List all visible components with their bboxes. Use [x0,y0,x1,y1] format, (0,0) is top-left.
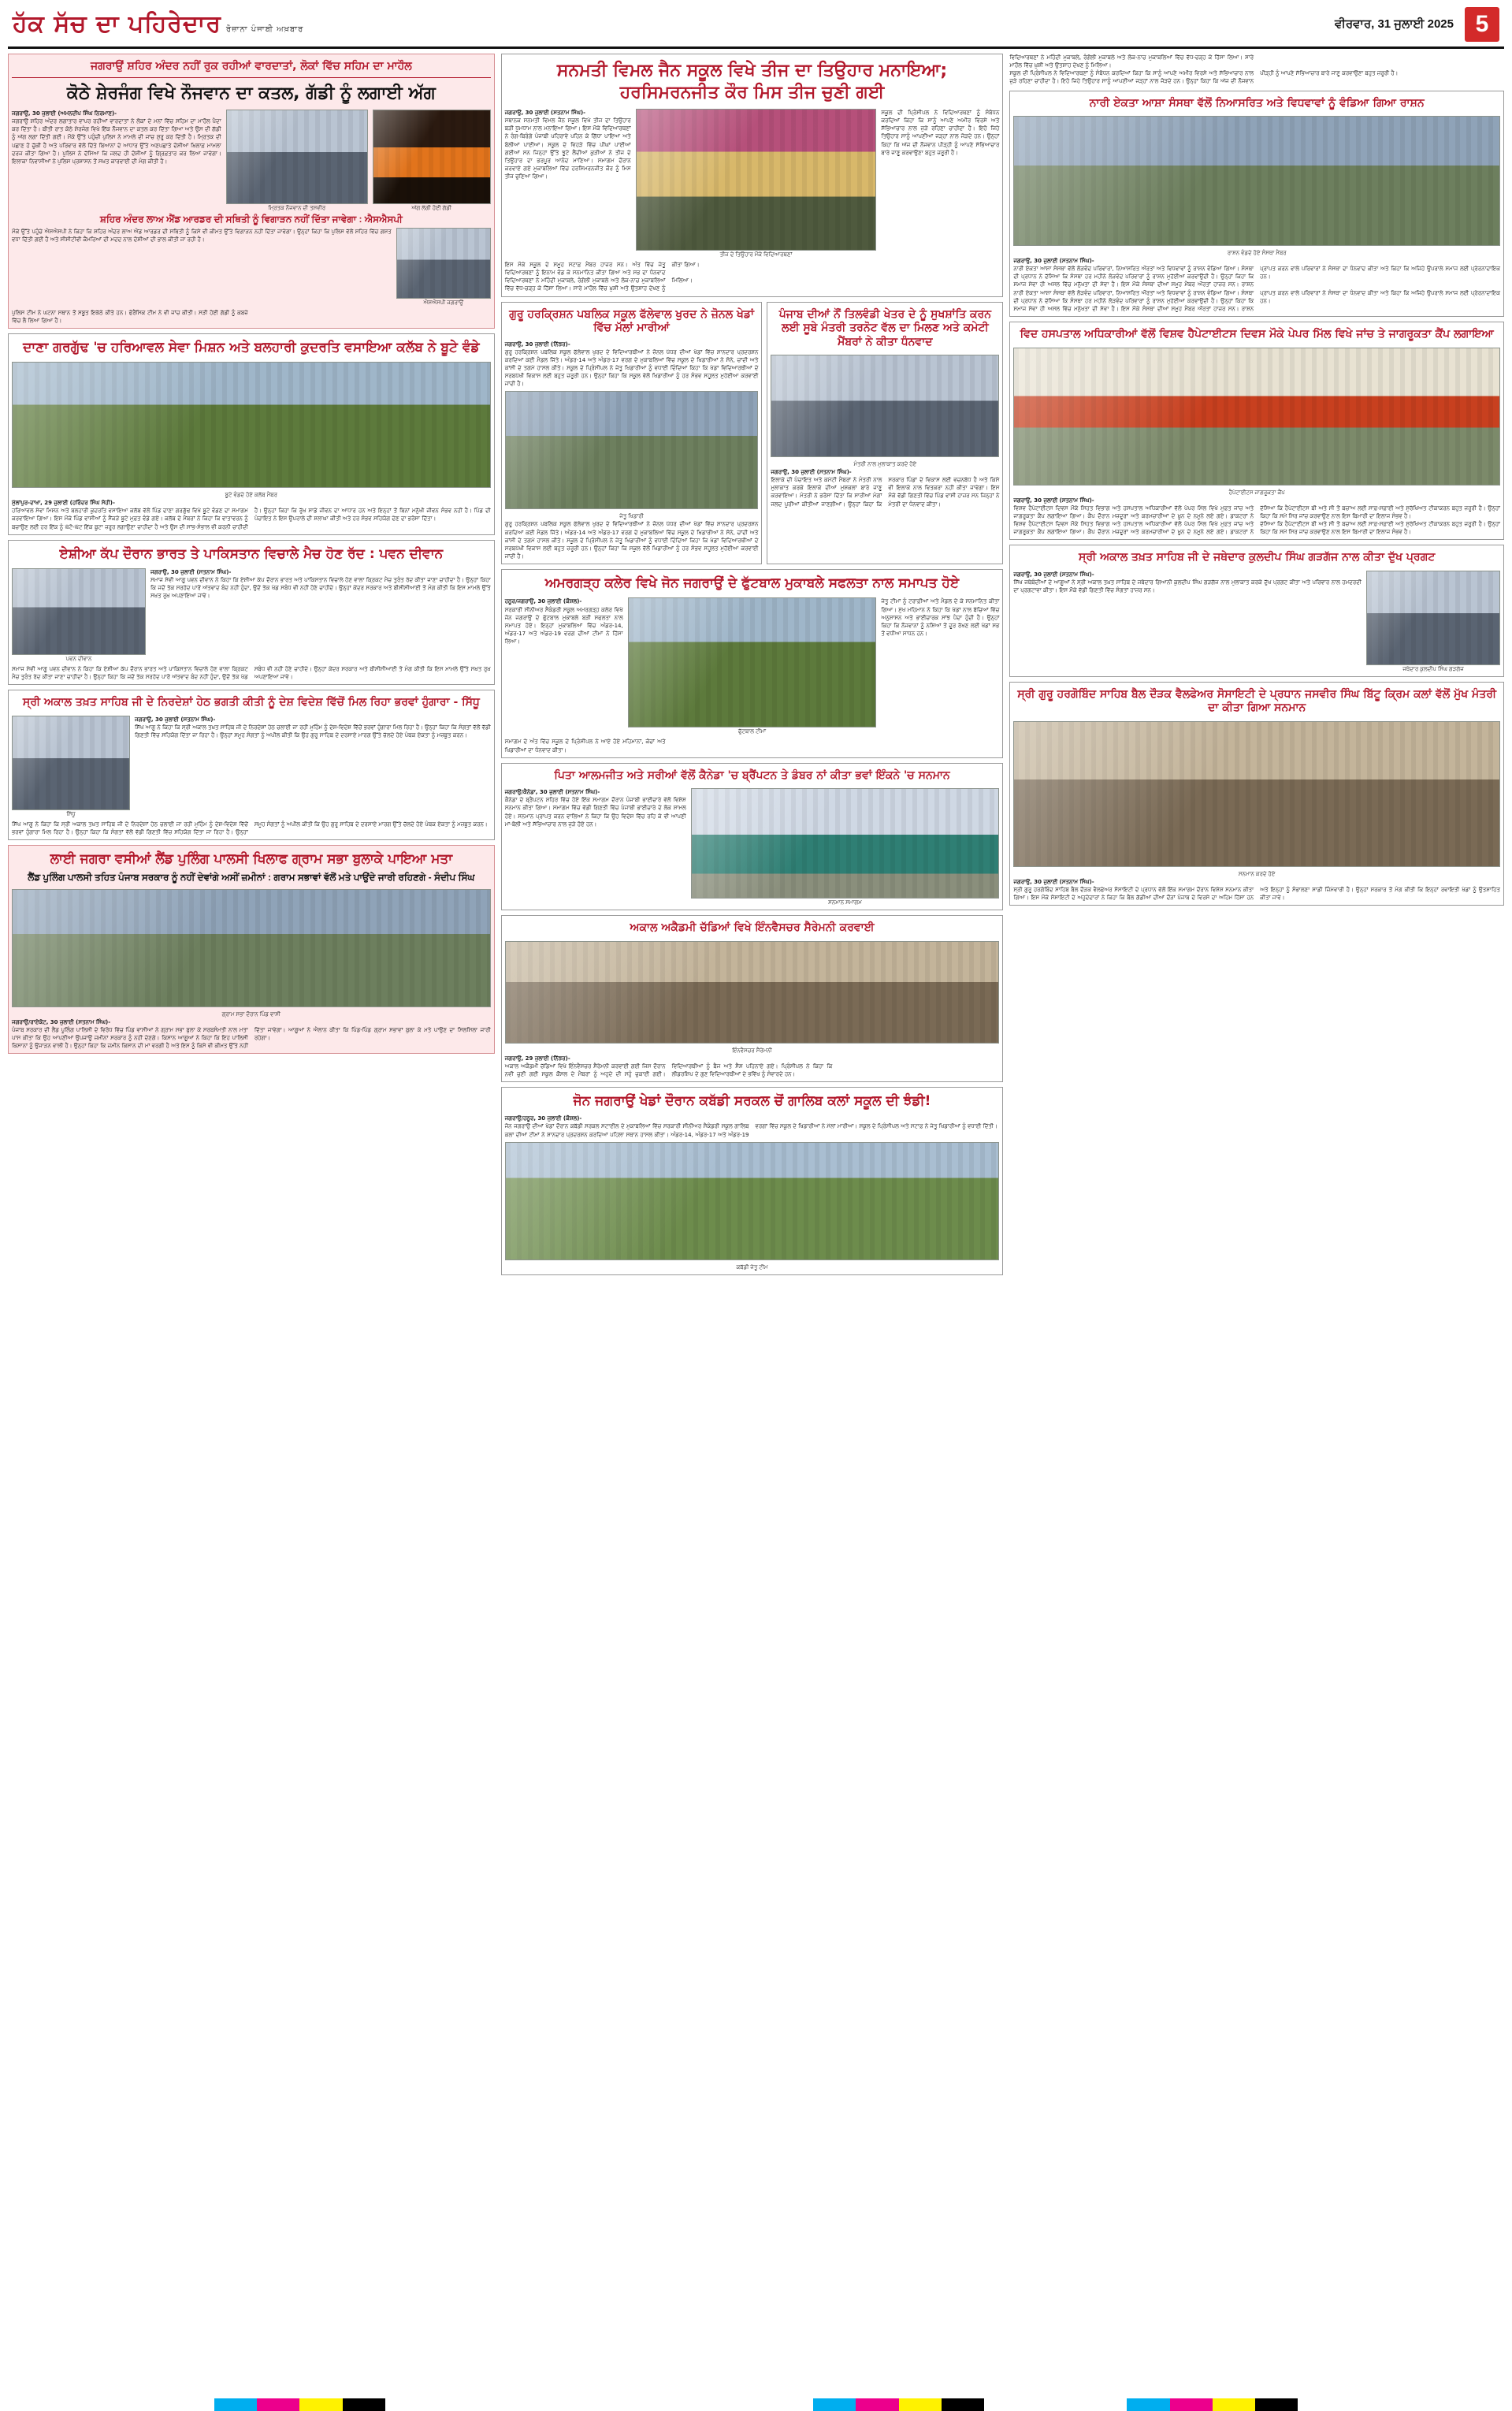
honour-ceremony-photo [1013,721,1500,867]
article-minister-meeting [767,302,1003,565]
article-body-extra: ਸਿੱਖ ਆਗੂ ਨੇ ਕਿਹਾ ਕਿ ਸ੍ਰੀ ਅਕਾਲ ਤਖ਼ਤ ਸਾਹਿਬ ਜੀ ਦੇ ਨਿਰਦੇਸ਼ਾਂ ਹੇਠ ਚਲਾਈ ਜਾ ਰਹੀ ਮੁਹਿੰਮ ਨੂੰ ਦੇਸ਼-ਵਿਦੇਸ਼ ਵਿੱਚੋਂ ਭਰਵਾਂ ਹੁੰਗਾਰਾ ਮਿਲ ਰਿਹਾ ਹੈ। ਉਨ੍ਹਾਂ ਕਿਹਾ ਕਿ ਸੰਗਤਾਂ ਵੱਲੋਂ ਵੱਡੀ ਗਿਣਤੀ ਵਿੱਚ ਸਹਿਯੋਗ ਦਿੱਤਾ ਜਾ ਰਿਹਾ ਹੈ। ਉਨ੍ਹਾਂ ਸਮੂਹ ਸੰਗਤਾਂ ਨੂੰ ਅਪੀਲ ਕੀਤੀ ਕਿ ਉਹ ਗੁਰੂ ਸਾਹਿਬ ਦੇ ਦਰਸਾਏ ਮਾਰਗ ਉੱਤੇ ਚੱਲਦੇ ਹੋਏ ਪੰਥਕ ਏਕਤਾ ਨੂੰ ਮਜ਼ਬੂਤ ਕਰਨ। [12,820,488,835]
article-headline: ਸ੍ਰੀ ਗੁਰੂ ਹਰਗੋਬਿੰਦ ਸਾਹਿਬ ਬੈਲ ਦੌੜਕ ਵੈਲਫੇਅਰ ਸੋਸਾਇਟੀ ਦੇ ਪ੍ਰਧਾਨ ਜਸਵੀਰ ਸਿੰਘ ਬਿੱਟੂ ਕ੍ਰਿਮ ਕਲਾਂ ਵੱਲੋਂ ਮੁੱਖ ਮੰਤਰੀ ਦਾ ਕੀਤਾ ਗਿਆ ਸਨਮਾਨ [1017,687,1497,715]
article-body: ਇਲਾਕੇ ਦੀ ਪੰਚਾਇਤ ਅਤੇ ਕਮੇਟੀ ਮੈਂਬਰਾਂ ਨੇ ਮੰਤਰੀ ਨਾਲ ਮੁਲਾਕਾਤ ਕਰਕੇ ਇਲਾਕੇ ਦੀਆਂ ਮੁਸ਼ਕਲਾਂ ਬਾਰੇ ਜਾਣੂ ਕਰਵਾਇਆ। ਮੰਤਰੀ ਨੇ ਭਰੋਸਾ ਦਿੱਤਾ ਕਿ ਸਾਰੀਆਂ ਮੰਗਾਂ ਜਲਦ ਪੂਰੀਆਂ ਕੀਤੀਆਂ ਜਾਣਗੀਆਂ। ਉਨ੍ਹਾਂ ਕਿਹਾ ਕਿ ਸਰਕਾਰ ਪਿੰਡਾਂ ਦੇ ਵਿਕਾਸ ਲਈ ਵਚਨਬੱਧ ਹੈ ਅਤੇ ਕਿਸੇ ਵੀ ਇਲਾਕੇ ਨਾਲ ਵਿਤਕਰਾ ਨਹੀਂ ਕੀਤਾ ਜਾਵੇਗਾ। ਇਸ ਮੌਕੇ ਵੱਡੀ ਗਿਣਤੀ ਵਿੱਚ ਪਿੰਡ ਵਾਸੀ ਹਾਜ਼ਰ ਸਨ ਜਿਨ੍ਹਾਂ ਨੇ ਮੰਤਰੀ ਦਾ ਧੰਨਵਾਦ ਕੀਤਾ। [771,477,1000,508]
photo-caption: ਪਵਨ ਦੀਵਾਨ [65,656,92,662]
photo-caption: ਬੂਟੇ ਵੰਡਦੇ ਹੋਏ ਕਲੱਬ ਮੈਂਬਰ [225,493,278,499]
article-body: ਸਿੱਖ ਜਥੇਬੰਦੀਆਂ ਦੇ ਆਗੂਆਂ ਨੇ ਸ੍ਰੀ ਅਕਾਲ ਤਖ਼ਤ ਸਾਹਿਬ ਦੇ ਜਥੇਦਾਰ ਗਿਆਨੀ ਕੁਲਦੀਪ ਸਿੰਘ ਗੜਗੱਜ ਨਾਲ ਮੁਲਾਕਾਤ ਕਰਕੇ ਦੁੱਖ ਪ੍ਰਗਟ ਕੀਤਾ ਅਤੇ ਪਰਿਵਾਰ ਨਾਲ ਹਮਦਰਦੀ ਦਾ ਪ੍ਰਗਟਾਵਾ ਕੀਤਾ। ਇਸ ਮੌਕੇ ਵੱਡੀ ਗਿਣਤੀ ਵਿੱਚ ਸੰਗਤਾਂ ਹਾਜ਼ਰ ਸਨ। [1013,579,1362,594]
article-dateline: ਜਗਰਾਉਂ, 30 ਜੁਲਾਈ (ਸਤਨਾਮ ਸਿੰਘ)- [771,469,852,476]
article-akal-takht-campaign [8,690,495,840]
photo-caption: ਅੱਗ ਲੱਗੀ ਹੋਈ ਗੱਡੀ [411,206,452,211]
newspaper-title: ਹੱਕ ਸੱਚ ਦਾ ਪਹਿਰੇਦਾਰ [13,10,221,38]
article-headline: ਲਾਈ ਜਗਰਾ ਵਸੀਆਂ ਲੈਂਡ ਪੁਲਿੰਗ ਪਾਲਸੀ ਖਿਲਾਫ ਗ੍ਰਾਮ ਸਭਾ ਬੁਲਾਕੇ ਪਾਇਆ ਮਤਾ [50,851,453,867]
article-plant-distribution [8,333,495,535]
page-number-badge: 5 [1465,7,1499,42]
article-body-extra: ਵਿਸ਼ਵ ਹੈਪੇਟਾਈਟਸ ਦਿਵਸ ਮੌਕੇ ਸਿਹਤ ਵਿਭਾਗ ਅਤੇ ਹਸਪਤਾਲ ਅਧਿਕਾਰੀਆਂ ਵੱਲੋਂ ਪੇਪਰ ਮਿੱਲ ਵਿਖੇ ਮੁਫ਼ਤ ਜਾਂਚ ਅਤੇ ਜਾਗਰੂਕਤਾ ਕੈਂਪ ਲਗਾਇਆ ਗਿਆ। ਕੈਂਪ ਦੌਰਾਨ ਮਜ਼ਦੂਰਾਂ ਅਤੇ ਕਰਮਚਾਰੀਆਂ ਦੇ ਖ਼ੂਨ ਦੇ ਨਮੂਨੇ ਲਏ ਗਏ। ਡਾਕਟਰਾਂ ਨੇ ਦੱਸਿਆ ਕਿ ਹੈਪੇਟਾਈਟਸ ਬੀ ਅਤੇ ਸੀ ਤੋਂ ਬਚਾਅ ਲਈ ਸਾਫ਼-ਸਫ਼ਾਈ ਅਤੇ ਸੁਰੱਖਿਅਤ ਟੀਕਾਕਰਨ ਬਹੁਤ ਜ਼ਰੂਰੀ ਹੈ। ਉਨ੍ਹਾਂ ਕਿਹਾ ਕਿ ਸਮੇਂ ਸਿਰ ਜਾਂਚ ਕਰਵਾਉਣ ਨਾਲ ਇਸ ਬਿਮਾਰੀ ਦਾ ਇਲਾਜ ਸੰਭਵ ਹੈ। [1013,520,1500,536]
article-body: ਅਕਾਲ ਅਕੈਡਮੀ ਚੱਡਿਆਂ ਵਿਖੇ ਇੰਨਵੈਸਚਰ ਸੈਰੇਮਨੀ ਕਰਵਾਈ ਗਈ ਜਿਸ ਦੌਰਾਨ ਨਵੀਂ ਚੁਣੀ ਗਈ ਸਕੂਲ ਕੌਂਸਲ ਦੇ ਮੈਂਬਰਾਂ ਨੂੰ ਅਹੁਦੇ ਦੀ ਸਹੁੰ ਚੁਕਾਈ ਗਈ। ਵਿਦਿਆਰਥੀਆਂ ਨੂੰ ਬੈਜ ਅਤੇ ਸੈਸ਼ ਪਹਿਨਾਏ ਗਏ। ਪ੍ਰਿੰਸੀਪਲ ਨੇ ਕਿਹਾ ਕਿ ਲੀਡਰਸ਼ਿਪ ਦੇ ਗੁਣ ਵਿਦਿਆਰਥੀਆਂ ਦੇ ਭਵਿੱਖ ਨੂੰ ਸੰਵਾਰਦੇ ਹਨ। [504,1062,833,1077]
article-kabaddi-ghalib-kalan [501,1087,1004,1275]
photo-caption: ਜੇਤੂ ਖਿਡਾਰੀ [619,514,644,520]
photo-caption: ਗ੍ਰਾਮ ਸਭਾ ਦੌਰਾਨ ਪਿੰਡ ਵਾਸੀ [221,1011,281,1018]
article-body: ਸਮਾਜ ਸੇਵੀ ਆਗੂ ਪਵਨ ਦੀਵਾਨ ਨੇ ਕਿਹਾ ਕਿ ਏਸ਼ੀਆ ਕੱਪ ਦੌਰਾਨ ਭਾਰਤ ਅਤੇ ਪਾਕਿਸਤਾਨ ਵਿਚਾਲੇ ਹੋਣ ਵਾਲਾ ਕ੍ਰਿਕਟ ਮੈਚ ਤੁਰੰਤ ਰੱਦ ਕੀਤਾ ਜਾਣਾ ਚਾਹੀਦਾ ਹੈ। ਉਨ੍ਹਾਂ ਕਿਹਾ ਕਿ ਜਦੋਂ ਤੱਕ ਸਰਹੱਦ ਪਾਰੋਂ ਅੱਤਵਾਦ ਬੰਦ ਨਹੀਂ ਹੁੰਦਾ, ਉਦੋਂ ਤੱਕ ਖੇਡ ਸਬੰਧ ਵੀ ਨਹੀਂ ਹੋਣੇ ਚਾਹੀਦੇ। ਉਨ੍ਹਾਂ ਕੇਂਦਰ ਸਰਕਾਰ ਅਤੇ ਬੀਸੀਸੀਆਈ ਤੋਂ ਮੰਗ ਕੀਤੀ ਕਿ ਇਸ ਮਾਮਲੇ ਉੱਤੇ ਸਖ਼ਤ ਰੁਖ਼ ਅਪਣਾਇਆ ਜਾਵੇ। [150,577,491,600]
article-canada-honour [501,763,1004,911]
article-body: ਜਗਰਾਉਂ ਸ਼ਹਿਰ ਅੰਦਰ ਲਗਾਤਾਰ ਵਾਪਰ ਰਹੀਆਂ ਵਾਰਦਾਤਾਂ ਨੇ ਲੋਕਾਂ ਦੇ ਮਨਾਂ ਵਿੱਚ ਸਹਿਮ ਦਾ ਮਾਹੌਲ ਪੈਦਾ ਕਰ ਦਿੱਤਾ ਹੈ। ਬੀਤੀ ਰਾਤ ਕੋਠੇ ਸ਼ੇਰਜੰਗ ਵਿਖੇ ਇੱਕ ਨੌਜਵਾਨ ਦਾ ਕਤਲ ਕਰ ਦਿੱਤਾ ਗਿਆ ਅਤੇ ਉਸ ਦੀ ਗੱਡੀ ਨੂੰ ਅੱਗ ਲਗਾ ਦਿੱਤੀ ਗਈ। ਮੌਕੇ ਉੱਤੇ ਪਹੁੰਚੀ ਪੁਲਿਸ ਨੇ ਮਾਮਲੇ ਦੀ ਜਾਂਚ ਸ਼ੁਰੂ ਕਰ ਦਿੱਤੀ ਹੈ। ਮ੍ਰਿਤਕ ਦੀ ਪਛਾਣ ਹੋ ਚੁੱਕੀ ਹੈ ਅਤੇ ਪਰਿਵਾਰ ਵੱਲੋਂ ਦਿੱਤੇ ਬਿਆਨਾਂ ਦੇ ਆਧਾਰ ਉੱਤੇ ਅਣਪਛਾਤੇ ਦੋਸ਼ੀਆਂ ਖ਼ਿਲਾਫ਼ ਮਾਮਲਾ ਦਰਜ ਕੀਤਾ ਗਿਆ ਹੈ। ਪੁਲਿਸ ਨੇ ਦੱਸਿਆ ਕਿ ਜਲਦ ਹੀ ਦੋਸ਼ੀਆਂ ਨੂੰ ਗ੍ਰਿਫ਼ਤਾਰ ਕਰ ਲਿਆ ਜਾਵੇਗਾ। ਇਲਾਕਾ ਨਿਵਾਸੀਆਂ ਨੇ ਪੁਲਿਸ ਪ੍ਰਸ਼ਾਸਨ ਤੋਂ ਸਖ਼ਤ ਕਾਰਵਾਈ ਦੀ ਮੰਗ ਕੀਤੀ ਹੈ। [12,118,221,165]
article-investiture-ceremony [501,915,1004,1082]
article-headline: ਸ੍ਰੀ ਅਕਾਲ ਤਖ਼ਤ ਸਾਹਿਬ ਜੀ ਦੇ ਨਿਰਦੇਸ਼ਾਂ ਹੇਠ ਭਗਤੀ ਕੀਤੀ ਨੂੰ ਦੇਸ਼ ਵਿਦੇਸ਼ ਵਿੱਚੋਂ ਮਿਲ ਰਿਹਾ ਭਰਵਾਂ ਹੁੰਗਾਰਾ - ਸਿੱਧੂ [22,696,480,709]
kabaddi-team-photo [505,1142,1000,1260]
pavan-diwan-photo [12,568,146,655]
article-bull-race-society [1009,682,1504,906]
article-dateline: ਜਗਰਾਉਂ, 30 ਜੁਲਾਈ (ਨਿੱਝਰ)- [504,340,570,348]
article-headline: ਪਿਤਾ ਆਲਮਜੀਤ ਅਤੇ ਸਰੀਆਂ ਵੱਲੋਂ ਕੈਨੇਡਾ 'ਚ ਬ੍ਰੈਂਪਟਨ ਤੇ ਡੰਬਰ ਨਾਂ ਕੀਤਾ ਭਵਾਂ ਇੰਕਨੇ 'ਚ ਸਨਮਾਨ [554,768,950,782]
article-headline: ਜੋਨ ਜਗਰਾਉਂ ਖੇਡਾਂ ਦੌਰਾਨ ਕਬੱਡੀ ਸਰਕਲ ਚੋਂ ਗਾਲਿਬ ਕਲਾਂ ਸਕੂਲ ਦੀ ਝੰਡੀ! [573,1093,931,1110]
football-team-photo [628,597,877,727]
article-body: ਨਾਰੀ ਏਕਤਾ ਆਸ਼ਾ ਸੰਸਥਾ ਵੱਲੋਂ ਲੋੜਵੰਦ ਪਰਿਵਾਰਾਂ, ਨਿਆਸਰਿਤ ਔਰਤਾਂ ਅਤੇ ਵਿਧਵਾਵਾਂ ਨੂੰ ਰਾਸ਼ਨ ਵੰਡਿਆ ਗਿਆ। ਸੰਸਥਾ ਦੀ ਪ੍ਰਧਾਨ ਨੇ ਦੱਸਿਆ ਕਿ ਸੰਸਥਾ ਹਰ ਮਹੀਨੇ ਲੋੜਵੰਦ ਪਰਿਵਾਰਾਂ ਨੂੰ ਰਾਸ਼ਨ ਮੁਹੱਈਆ ਕਰਵਾਉਂਦੀ ਹੈ। ਉਨ੍ਹਾਂ ਕਿਹਾ ਕਿ ਸਮਾਜ ਸੇਵਾ ਹੀ ਅਸਲ ਵਿੱਚ ਮਨੁੱਖਤਾ ਦੀ ਸੇਵਾ ਹੈ। ਇਸ ਮੌਕੇ ਸੰਸਥਾ ਦੀਆਂ ਸਮੂਹ ਮੈਂਬਰ ਔਰਤਾਂ ਹਾਜ਼ਰ ਸਨ। ਰਾਸ਼ਨ ਪ੍ਰਾਪਤ ਕਰਨ ਵਾਲੇ ਪਰਿਵਾਰਾਂ ਨੇ ਸੰਸਥਾ ਦਾ ਧੰਨਵਾਦ ਕੀਤਾ ਅਤੇ ਕਿਹਾ ਕਿ ਅਜਿਹੇ ਉਪਰਾਲੇ ਸਮਾਜ ਲਈ ਪ੍ਰੇਰਨਾਦਾਇਕ ਹਨ। [1013,266,1500,288]
article-body-4: ਵਿਦਿਆਰਥਣਾਂ ਨੇ ਮਹਿੰਦੀ ਮੁਕਾਬਲੇ, ਰੰਗੋਲੀ ਮੁਕਾਬਲੇ ਅਤੇ ਲੋਕ-ਨਾਚ ਮੁਕਾਬਲਿਆਂ ਵਿੱਚ ਵੱਧ-ਚੜ੍ਹ ਕੇ ਹਿੱਸਾ ਲਿਆ। ਸਾਰੇ ਮਾਹੌਲ ਵਿੱਚ ਖ਼ੁਸ਼ੀ ਅਤੇ ਉਤਸ਼ਾਹ ਦੇਖਣ ਨੂੰ ਮਿਲਿਆ। [504,277,693,292]
article-body: ਵਿਸ਼ਵ ਹੈਪੇਟਾਈਟਸ ਦਿਵਸ ਮੌਕੇ ਸਿਹਤ ਵਿਭਾਗ ਅਤੇ ਹਸਪਤਾਲ ਅਧਿਕਾਰੀਆਂ ਵੱਲੋਂ ਪੇਪਰ ਮਿੱਲ ਵਿਖੇ ਮੁਫ਼ਤ ਜਾਂਚ ਅਤੇ ਜਾਗਰੂਕਤਾ ਕੈਂਪ ਲਗਾਇਆ ਗਿਆ। ਕੈਂਪ ਦੌਰਾਨ ਮਜ਼ਦੂਰਾਂ ਅਤੇ ਕਰਮਚਾਰੀਆਂ ਦੇ ਖ਼ੂਨ ਦੇ ਨਮੂਨੇ ਲਏ ਗਏ। ਡਾਕਟਰਾਂ ਨੇ ਦੱਸਿਆ ਕਿ ਹੈਪੇਟਾਈਟਸ ਬੀ ਅਤੇ ਸੀ ਤੋਂ ਬਚਾਅ ਲਈ ਸਾਫ਼-ਸਫ਼ਾਈ ਅਤੇ ਸੁਰੱਖਿਅਤ ਟੀਕਾਕਰਨ ਬਹੁਤ ਜ਼ਰੂਰੀ ਹੈ। ਉਨ੍ਹਾਂ ਕਿਹਾ ਕਿ ਸਮੇਂ ਸਿਰ ਜਾਂਚ ਕਰਵਾਉਣ ਨਾਲ ਇਸ ਬਿਮਾਰੀ ਦਾ ਇਲਾਜ ਸੰਭਵ ਹੈ। [1013,504,1500,519]
canada-honour-photo [691,788,1000,899]
page-grid [8,54,1504,1275]
photo-caption: ਫੁੱਟਬਾਲ ਟੀਮਾਂ [737,729,767,735]
article-headline: ਸ੍ਰੀ ਅਕਾਲ ਤਖ਼ਤ ਸਾਹਿਬ ਜੀ ਦੇ ਜਥੇਦਾਰ ਕੁਲਦੀਪ ਸਿੰਘ ਗੜਗੱਜ ਨਾਲ ਕੀਤਾ ਦੁੱਖ ਪ੍ਰਗਟ [1079,551,1436,564]
investiture-photo [505,941,1000,1044]
article-headline: ਨਾਰੀ ਏਕਤਾ ਆਸ਼ਾ ਸੰਸਥਾ ਵੱਲੋਂ ਨਿਆਸਰਿਤ ਅਤੇ ਵਿਧਵਾਵਾਂ ਨੂੰ ਵੰਡਿਆ ਗਿਆ ਰਾਸ਼ਨ [1089,96,1425,110]
photo-caption: ਮੰਤਰੀ ਨਾਲ ਮੁਲਾਕਾਤ ਕਰਦੇ ਹੋਏ [853,462,917,468]
jathedar-photo [1366,571,1500,665]
article-dateline: ਜਗਰਾਉਂ, 29 ਜੁਲਾਈ (ਨਿੱਝਰ)- [504,1055,570,1062]
article-dateline: ਜਗਰਾਉਂ, 30 ਜੁਲਾਈ (ਸਤਨਾਮ ਸਿੰਘ)- [1013,878,1094,885]
article-body: ਸਥਾਨਕ ਸਨਮਤੀ ਵਿਮਲ ਜੈਨ ਸਕੂਲ ਵਿਖੇ ਤੀਜ ਦਾ ਤਿਉਹਾਰ ਬੜੀ ਧੂਮਧਾਮ ਨਾਲ ਮਨਾਇਆ ਗਿਆ। ਇਸ ਮੌਕੇ ਵਿਦਿਆਰਥਣਾਂ ਨੇ ਰੰਗ-ਬਿਰੰਗੇ ਪੰਜਾਬੀ ਪਹਿਰਾਵੇ ਪਹਿਨ ਕੇ ਗਿੱਧਾ ਪਾਇਆ ਅਤੇ ਬੋਲੀਆਂ ਪਾਈਆਂ। ਸਕੂਲ ਦੇ ਵਿਹੜੇ ਵਿੱਚ ਪੀਂਘਾਂ ਪਾਈਆਂ ਗਈਆਂ ਸਨ ਜਿਨ੍ਹਾਂ ਉੱਤੇ ਝੂਟੇ ਲੈਂਦੀਆਂ ਕੁੜੀਆਂ ਨੇ ਤੀਜ ਦੇ ਤਿਉਹਾਰ ਦਾ ਭਰਪੂਰ ਆਨੰਦ ਮਾਣਿਆ। ਸਮਾਗਮ ਦੌਰਾਨ ਕਰਵਾਏ ਗਏ ਮੁਕਾਬਲਿਆਂ ਵਿੱਚ ਹਰਸਿਮਰਨਜੀਤ ਕੌਰ ਨੂੰ ਮਿਸ ਤੀਜ ਚੁਣਿਆ ਗਿਆ। [504,117,631,180]
article-headline: ਸਨਮਤੀ ਵਿਮਲ ਜੈਨ ਸਕੂਲ ਵਿਖੇ ਤੀਜ ਦਾ ਤਿਉਹਾਰ ਮਨਾਇਆ; ਹਰਸਿਮਰਨਜੀਤ ਕੌਰ ਮਿਸ ਤੀਜ ਚੁਣੀ ਗਈ [556,61,948,102]
article-body-continued-2: ਸਕੂਲ ਦੀ ਪ੍ਰਿੰਸੀਪਲ ਨੇ ਵਿਦਿਆਰਥਣਾਂ ਨੂੰ ਸੰਬੋਧਨ ਕਰਦਿਆਂ ਕਿਹਾ ਕਿ ਸਾਨੂੰ ਆਪਣੇ ਅਮੀਰ ਵਿਰਸੇ ਅਤੇ ਸੱਭਿਆਚਾਰ ਨਾਲ ਜੁੜੇ ਰਹਿਣਾ ਚਾਹੀਦਾ ਹੈ। ਇਹੋ ਜਿਹੇ ਤਿਉਹਾਰ ਸਾਨੂੰ ਆਪਣੀਆਂ ਜੜ੍ਹਾਂ ਨਾਲ ਜੋੜਦੇ ਹਨ। ਉਨ੍ਹਾਂ ਕਿਹਾ ਕਿ ਅੱਜ ਦੀ ਨੌਜਵਾਨ ਪੀੜ੍ਹੀ ਨੂੰ ਆਪਣੇ ਸੱਭਿਆਚਾਰ ਬਾਰੇ ਜਾਣੂ ਕਰਵਾਉਣਾ ਬਹੁਤ ਜ਼ਰੂਰੀ ਹੈ। [1009,70,1399,85]
column-center [501,54,1004,1275]
masthead [8,6,1504,49]
article-headline: ਅਕਾਲ ਅਕੈਡਮੀ ਚੱਡਿਆਂ ਵਿਖੇ ਇੰਨਵੈਸਚਰ ਸੈਰੇਮਨੀ ਕਰਵਾਈ [630,921,875,935]
article-dateline: ਹਠੂਰ/ਜਗਰਾਉਂ, 30 ਜੁਲਾਈ (ਕੌਸ਼ਲ)- [504,598,582,605]
article-headline: ਏਸ਼ੀਆ ਕੱਪ ਦੌਰਾਨ ਭਾਰਤ ਤੇ ਪਾਕਿਸਤਾਨ ਵਿਚਾਲੇ ਮੈਚ ਹੋਣ ਰੱਦ : ਪਵਨ ਦੀਵਾਨ [59,545,444,562]
article-body-3: ਸਮਾਗਮ ਦੇ ਅੰਤ ਵਿੱਚ ਸਕੂਲ ਦੇ ਪ੍ਰਿੰਸੀਪਲ ਨੇ ਆਏ ਹੋਏ ਮਹਿਮਾਨਾਂ, ਕੋਚਾਂ ਅਤੇ ਖਿਡਾਰੀਆਂ ਦਾ ਧੰਨਵਾਦ ਕੀਤਾ। [504,739,666,753]
photo-caption: ਇੰਨਵੈਸਚਰ ਸੈਰੇਮਨੀ [732,1047,772,1054]
article-dateline: ਜਗਰਾਉਂ, 30 ਜੁਲਾਈ (ਸਤਨਾਮ ਸਿੰਘ)- [504,110,586,116]
teej-article-continuation [1009,54,1504,86]
teej-celebration-photo [636,109,877,251]
article-dateline: ਜਗਰਾਉਂ/ਰਾਏਕੋਟ, 30 ਜੁਲਾਈ (ਸਤਨਾਮ ਸਿੰਘ)- [12,1018,111,1025]
article-body: ਹਰਿਆਵਲ ਸੇਵਾ ਮਿਸ਼ਨ ਅਤੇ ਬਲਹਾਰੀ ਕੁਦਰਤਿ ਵਸਾਇਆ ਕਲੱਬ ਵੱਲੋਂ ਪਿੰਡ ਦਾਣਾ ਗਰਗੁੱਢ ਵਿਖੇ ਬੂਟੇ ਵੰਡਣ ਦਾ ਸਮਾਗਮ ਕਰਵਾਇਆ ਗਿਆ। ਇਸ ਮੌਕੇ ਪਿੰਡ ਵਾਸੀਆਂ ਨੂੰ ਸੈਂਕੜੇ ਬੂਟੇ ਮੁਫ਼ਤ ਵੰਡੇ ਗਏ। ਕਲੱਬ ਦੇ ਮੈਂਬਰਾਂ ਨੇ ਕਿਹਾ ਕਿ ਵਾਤਾਵਰਨ ਨੂੰ ਬਚਾਉਣ ਲਈ ਹਰ ਇੱਕ ਨੂੰ ਘੱਟੋ-ਘੱਟ ਇੱਕ ਬੂਟਾ ਜ਼ਰੂਰ ਲਗਾਉਣਾ ਚਾਹੀਦਾ ਹੈ ਅਤੇ ਉਸ ਦੀ ਸਾਂਭ-ਸੰਭਾਲ ਵੀ ਕਰਨੀ ਚਾਹੀਦੀ ਹੈ। ਉਨ੍ਹਾਂ ਕਿਹਾ ਕਿ ਰੁੱਖ ਸਾਡੇ ਜੀਵਨ ਦਾ ਆਧਾਰ ਹਨ ਅਤੇ ਇਨ੍ਹਾਂ ਤੋਂ ਬਿਨਾਂ ਮਨੁੱਖੀ ਜੀਵਨ ਸੰਭਵ ਨਹੀਂ ਹੈ। ਪਿੰਡ ਦੀ ਪੰਚਾਇਤ ਨੇ ਇਸ ਉਪਰਾਲੇ ਦੀ ਸ਼ਲਾਘਾ ਕੀਤੀ ਅਤੇ ਹਰ ਸੰਭਵ ਸਹਿਯੋਗ ਦੇਣ ਦਾ ਭਰੋਸਾ ਦਿੱਤਾ। [12,508,491,530]
article-football-tournament [501,569,1004,758]
article-headline: ਗੁਰੂ ਹਰਕ੍ਰਿਸ਼ਨ ਪਬਲਿਕ ਸਕੂਲ ਫੱਲੇਵਾਲ ਖੁਰਦ ਨੇ ਜ਼ੋਨਲ ਖੇਡਾਂ ਵਿੱਚ ਮੱਲਾਂ ਮਾਰੀਆਂ [509,307,754,335]
article-dateline: ਜਗਰਾਉਂ, 30 ਜੁਲਾਈ (ਸਤਨਾਮ ਸਿੰਘ)- [150,568,232,575]
article-body: ਗੁਰੂ ਹਰਕ੍ਰਿਸ਼ਨ ਪਬਲਿਕ ਸਕੂਲ ਫੱਲੇਵਾਲ ਖੁਰਦ ਦੇ ਵਿਦਿਆਰਥੀਆਂ ਨੇ ਜ਼ੋਨਲ ਪੱਧਰ ਦੀਆਂ ਖੇਡਾਂ ਵਿੱਚ ਸ਼ਾਨਦਾਰ ਪ੍ਰਦਰਸ਼ਨ ਕਰਦਿਆਂ ਕਈ ਮੈਡਲ ਜਿੱਤੇ। ਅੰਡਰ-14 ਅਤੇ ਅੰਡਰ-17 ਵਰਗ ਦੇ ਮੁਕਾਬਲਿਆਂ ਵਿੱਚ ਸਕੂਲ ਦੇ ਖਿਡਾਰੀਆਂ ਨੇ ਸੋਨੇ, ਚਾਂਦੀ ਅਤੇ ਕਾਂਸੀ ਦੇ ਤਗਮੇ ਹਾਸਲ ਕੀਤੇ। ਸਕੂਲ ਦੇ ਪ੍ਰਿੰਸੀਪਲ ਨੇ ਜੇਤੂ ਖਿਡਾਰੀਆਂ ਨੂੰ ਵਧਾਈ ਦਿੰਦਿਆਂ ਕਿਹਾ ਕਿ ਖੇਡਾਂ ਵਿਦਿਆਰਥੀਆਂ ਦੇ ਸਰਬਪੱਖੀ ਵਿਕਾਸ ਲਈ ਬਹੁਤ ਜ਼ਰੂਰੀ ਹਨ। ਉਨ੍ਹਾਂ ਕਿਹਾ ਕਿ ਸਕੂਲ ਵੱਲੋਂ ਖਿਡਾਰੀਆਂ ਨੂੰ ਹਰ ਸੰਭਵ ਸਹੂਲਤ ਮੁਹੱਈਆ ਕਰਵਾਈ ਜਾਂਦੀ ਹੈ। [504,348,759,388]
photo-caption: ਐਸਐਸਪੀ ਜਗਰਾਉਂ [423,300,464,306]
column-left [8,54,495,1275]
article-body-extra: ਨਾਰੀ ਏਕਤਾ ਆਸ਼ਾ ਸੰਸਥਾ ਵੱਲੋਂ ਲੋੜਵੰਦ ਪਰਿਵਾਰਾਂ, ਨਿਆਸਰਿਤ ਔਰਤਾਂ ਅਤੇ ਵਿਧਵਾਵਾਂ ਨੂੰ ਰਾਸ਼ਨ ਵੰਡਿਆ ਗਿਆ। ਸੰਸਥਾ ਦੀ ਪ੍ਰਧਾਨ ਨੇ ਦੱਸਿਆ ਕਿ ਸੰਸਥਾ ਹਰ ਮਹੀਨੇ ਲੋੜਵੰਦ ਪਰਿਵਾਰਾਂ ਨੂੰ ਰਾਸ਼ਨ ਮੁਹੱਈਆ ਕਰਵਾਉਂਦੀ ਹੈ। ਉਨ੍ਹਾਂ ਕਿਹਾ ਕਿ ਸਮਾਜ ਸੇਵਾ ਹੀ ਅਸਲ ਵਿੱਚ ਮਨੁੱਖਤਾ ਦੀ ਸੇਵਾ ਹੈ। ਇਸ ਮੌਕੇ ਸੰਸਥਾ ਦੀਆਂ ਸਮੂਹ ਮੈਂਬਰ ਔਰਤਾਂ ਹਾਜ਼ਰ ਸਨ। ਰਾਸ਼ਨ ਪ੍ਰਾਪਤ ਕਰਨ ਵਾਲੇ ਪਰਿਵਾਰਾਂ ਨੇ ਸੰਸਥਾ ਦਾ ਧੰਨਵਾਦ ਕੀਤਾ ਅਤੇ ਕਿਹਾ ਕਿ ਅਜਿਹੇ ਉਪਰਾਲੇ ਸਮਾਜ ਲਈ ਪ੍ਰੇਰਨਾਦਾਇਕ ਹਨ। [1013,289,1500,312]
article-body-2: ਸਕੂਲ ਦੀ ਪ੍ਰਿੰਸੀਪਲ ਨੇ ਵਿਦਿਆਰਥਣਾਂ ਨੂੰ ਸੰਬੋਧਨ ਕਰਦਿਆਂ ਕਿਹਾ ਕਿ ਸਾਨੂੰ ਆਪਣੇ ਅਮੀਰ ਵਿਰਸੇ ਅਤੇ ਸੱਭਿਆਚਾਰ ਨਾਲ ਜੁੜੇ ਰਹਿਣਾ ਚਾਹੀਦਾ ਹੈ। ਇਹੋ ਜਿਹੇ ਤਿਉਹਾਰ ਸਾਨੂੰ ਆਪਣੀਆਂ ਜੜ੍ਹਾਂ ਨਾਲ ਜੋੜਦੇ ਹਨ। ਉਨ੍ਹਾਂ ਕਿਹਾ ਕਿ ਅੱਜ ਦੀ ਨੌਜਵਾਨ ਪੀੜ੍ਹੀ ਨੂੰ ਆਪਣੇ ਸੱਭਿਆਚਾਰ ਬਾਰੇ ਜਾਣੂ ਕਰਵਾਉਣਾ ਬਹੁਤ ਜ਼ਰੂਰੀ ਹੈ। [881,110,1000,156]
hepatitis-camp-photo [1013,348,1500,486]
article-land-pooling [8,845,495,1054]
ssp-photo [396,228,491,299]
photo-caption: ਮ੍ਰਿਤਕ ਨੌਜਵਾਨ ਦੀ ਤਸਵੀਰ [268,206,326,211]
article-murder-jagraon [8,54,495,329]
article-hepatitis-camp [1009,322,1504,540]
article-ration-distribution [1009,91,1504,317]
article-subheadline: ਸ਼ਹਿਰ ਅੰਦਰ ਲਾਅ ਐਂਡ ਆਰਡਰ ਦੀ ਸਥਿਤੀ ਨੂੰ ਵਿਗਾੜਨ ਨਹੀਂ ਦਿੱਤਾ ਜਾਵੇਗਾ : ਐਸਐਸਪੀ [99,214,403,225]
gram-sabha-photo [12,889,491,1007]
article-teej-festival [501,54,1004,297]
article-body-continued: ਵਿਦਿਆਰਥਣਾਂ ਨੇ ਮਹਿੰਦੀ ਮੁਕਾਬਲੇ, ਰੰਗੋਲੀ ਮੁਕਾਬਲੇ ਅਤੇ ਲੋਕ-ਨਾਚ ਮੁਕਾਬਲਿਆਂ ਵਿੱਚ ਵੱਧ-ਚੜ੍ਹ ਕੇ ਹਿੱਸਾ ਲਿਆ। ਸਾਰੇ ਮਾਹੌਲ ਵਿੱਚ ਖ਼ੁਸ਼ੀ ਅਤੇ ਉਤਸ਼ਾਹ ਦੇਖਣ ਨੂੰ ਮਿਲਿਆ। [1009,54,1254,69]
article-body: ਪੰਜਾਬ ਸਰਕਾਰ ਦੀ ਲੈਂਡ ਪੂਲਿੰਗ ਪਾਲਿਸੀ ਦੇ ਵਿਰੋਧ ਵਿੱਚ ਪਿੰਡ ਵਾਸੀਆਂ ਨੇ ਗ੍ਰਾਮ ਸਭਾ ਬੁਲਾ ਕੇ ਸਰਬਸੰਮਤੀ ਨਾਲ ਮਤਾ ਪਾਸ ਕੀਤਾ ਕਿ ਉਹ ਆਪਣੀਆਂ ਉਪਜਾਊ ਜ਼ਮੀਨਾਂ ਸਰਕਾਰ ਨੂੰ ਨਹੀਂ ਦੇਣਗੇ। ਕਿਸਾਨ ਆਗੂਆਂ ਨੇ ਕਿਹਾ ਕਿ ਇਹ ਪਾਲਿਸੀ ਕਿਸਾਨਾਂ ਨੂੰ ਉਜਾੜਨ ਵਾਲੀ ਹੈ। ਉਨ੍ਹਾਂ ਕਿਹਾ ਕਿ ਜ਼ਮੀਨ ਕਿਸਾਨ ਦੀ ਮਾਂ ਵਰਗੀ ਹੈ ਅਤੇ ਇਸ ਨੂੰ ਕਿਸੇ ਵੀ ਕੀਮਤ ਉੱਤੇ ਨਹੀਂ ਦਿੱਤਾ ਜਾਵੇਗਾ। ਆਗੂਆਂ ਨੇ ਐਲਾਨ ਕੀਤਾ ਕਿ ਪਿੰਡ-ਪਿੰਡ ਗ੍ਰਾਮ ਸਭਾਵਾਂ ਬੁਲਾ ਕੇ ਮਤੇ ਪਾਉਣ ਦਾ ਸਿਲਸਿਲਾ ਜਾਰੀ ਰਹੇਗਾ। [12,1026,491,1050]
article-kicker: ਜਗਰਾਉਂ ਸ਼ਹਿਰ ਅੰਦਰ ਨਹੀਂ ਰੁਕ ਰਹੀਆਂ ਵਾਰਦਾਤਾਂ, ਲੋਕਾਂ ਵਿੱਚ ਸਹਿਮ ਦਾ ਮਾਹੌਲ [12,58,491,78]
zonal-games-team-photo [505,391,759,509]
newspaper-tagline: ਰੋਜ਼ਾਨਾ ਪੰਜਾਬੀ ਅਖ਼ਬਾਰ [225,25,304,34]
article-dateline: ਜਗਰਾਉਂ, 30 ਜੁਲਾਈ (ਸਤਨਾਮ ਸਿੰਘ)- [135,716,216,723]
article-body: ਸ੍ਰੀ ਗੁਰੂ ਹਰਗੋਬਿੰਦ ਸਾਹਿਬ ਬੈਲ ਦੌੜਕ ਵੈਲਫੇਅਰ ਸੋਸਾਇਟੀ ਦੇ ਪ੍ਰਧਾਨ ਵੱਲੋਂ ਇੱਕ ਸਮਾਗਮ ਦੌਰਾਨ ਵਿਸ਼ੇਸ਼ ਸਨਮਾਨ ਕੀਤਾ ਗਿਆ। ਇਸ ਮੌਕੇ ਸੋਸਾਇਟੀ ਦੇ ਅਹੁਦੇਦਾਰਾਂ ਨੇ ਕਿਹਾ ਕਿ ਬੈਲ ਗੱਡੀਆਂ ਦੀਆਂ ਦੌੜਾਂ ਪੰਜਾਬ ਦੇ ਵਿਰਸੇ ਦਾ ਅਹਿਮ ਹਿੱਸਾ ਹਨ ਅਤੇ ਇਨ੍ਹਾਂ ਨੂੰ ਸੰਭਾਲਣਾ ਸਾਡੀ ਜ਼ਿੰਮੇਵਾਰੀ ਹੈ। ਉਨ੍ਹਾਂ ਸਰਕਾਰ ਤੋਂ ਮੰਗ ਕੀਤੀ ਕਿ ਇਨ੍ਹਾਂ ਰਵਾਇਤੀ ਖੇਡਾਂ ਨੂੰ ਉਤਸ਼ਾਹਿਤ ਕੀਤਾ ਜਾਵੇ। [1013,886,1500,902]
article-dateline: ਜਗਰਾਉਂ/ਹਠੂਰ, 30 ਜੁਲਾਈ (ਕੌਸ਼ਲ)- [504,1115,582,1122]
article-headline: ਪੰਜਾਬ ਦੀਆਂ ਨੌਂ ਤਿਲਵੰਡੀ ਖੇਤਰ ਦੇ ਨੂੰ ਸੁਖਸ਼ਾਂਤਿ ਕਰਨ ਲਈ ਸੂਬੇ ਮੰਤਰੀ ਤਰਨੋਟ ਵੱਲ ਦਾ ਮਿਲਣ ਅਤੇ ਕਮੇਟੀ ਮੈਂਬਰਾਂ ਨੇ ਕੀਤਾ ਧੰਨਵਾਦ [778,307,991,348]
sidhu-photo [12,716,130,810]
article-body-3: ਇਸ ਮੌਕੇ ਸਕੂਲ ਦੇ ਸਮੂਹ ਸਟਾਫ਼ ਮੈਂਬਰ ਹਾਜ਼ਰ ਸਨ। ਅੰਤ ਵਿੱਚ ਜੇਤੂ ਵਿਦਿਆਰਥਣਾਂ ਨੂੰ ਇਨਾਮ ਵੰਡ ਕੇ ਸਨਮਾਨਿਤ ਕੀਤਾ ਗਿਆ ਅਤੇ ਸਭ ਦਾ ਧੰਨਵਾਦ ਕੀਤਾ ਗਿਆ। [504,262,700,277]
article-dateline: ਜਗਰਾਉਂ, 30 ਜੁਲਾਈ (ਸਤਨਾਮ ਸਿੰਘ)- [1013,571,1094,578]
photo-caption: ਜਥੇਦਾਰ ਕੁਲਦੀਪ ਸਿੰਘ ਗੜਗੱਜ [1402,666,1464,672]
article-body-2: ਜੇਤੂ ਟੀਮਾਂ ਨੂੰ ਟਰਾਫ਼ੀਆਂ ਅਤੇ ਮੈਡਲ ਦੇ ਕੇ ਸਨਮਾਨਿਤ ਕੀਤਾ ਗਿਆ। ਮੁੱਖ ਮਹਿਮਾਨ ਨੇ ਕਿਹਾ ਕਿ ਖੇਡਾਂ ਨਾਲ ਬੱਚਿਆਂ ਵਿੱਚ ਅਨੁਸ਼ਾਸਨ ਅਤੇ ਭਾਈਚਾਰਕ ਸਾਂਝ ਪੈਦਾ ਹੁੰਦੀ ਹੈ। ਉਨ੍ਹਾਂ ਕਿਹਾ ਕਿ ਨੌਜਵਾਨਾਂ ਨੂੰ ਨਸ਼ਿਆਂ ਤੋਂ ਦੂਰ ਰੱਖਣ ਲਈ ਖੇਡਾਂ ਸਭ ਤੋਂ ਵਧੀਆ ਸਾਧਨ ਹਨ। [881,598,1000,637]
photo-caption: ਹੈਪੇਟਾਈਟਸ ਜਾਗਰੂਕਤਾ ਕੈਂਪ [1228,489,1285,496]
article-body-2: ਮੌਕੇ ਉੱਤੇ ਪਹੁੰਚੇ ਐਸਐਸਪੀ ਨੇ ਕਿਹਾ ਕਿ ਸ਼ਹਿਰ ਅੰਦਰ ਲਾਅ ਐਂਡ ਆਰਡਰ ਦੀ ਸਥਿਤੀ ਨੂੰ ਕਿਸੇ ਵੀ ਕੀਮਤ ਉੱਤੇ ਵਿਗਾੜਨ ਨਹੀਂ ਦਿੱਤਾ ਜਾਵੇਗਾ। ਉਨ੍ਹਾਂ ਕਿਹਾ ਕਿ ਪੁਲਿਸ ਵੱਲੋਂ ਸ਼ਹਿਰ ਵਿੱਚ ਗਸ਼ਤ ਵਧਾ ਦਿੱਤੀ ਗਈ ਹੈ ਅਤੇ ਸੀਸੀਟੀਵੀ ਕੈਮਰਿਆਂ ਦੀ ਮਦਦ ਨਾਲ ਦੋਸ਼ੀਆਂ ਦੀ ਭਾਲ ਕੀਤੀ ਜਾ ਰਹੀ ਹੈ। [12,228,392,243]
column-right [1009,54,1504,1275]
photo-caption: ਰਾਸ਼ਨ ਵੰਡਦੇ ਹੋਏ ਸੰਸਥਾ ਮੈਂਬਰ [1227,251,1287,257]
newspaper-logo [13,10,303,38]
victim-photo [226,110,368,204]
article-subheadline: ਲੈਂਡ ਪੁਲਿੰਗ ਪਾਲਸੀ ਤਹਿਤ ਪੰਜਾਬ ਸਰਕਾਰ ਨੂੰ ਨਹੀਂ ਦੇਵਾਂਗੇ ਅਸੀਂ ਜ਼ਮੀਨਾਂ : ਗਰਾਮ ਸਭਾਵਾਂ ਵੱਲੋਂ ਮਤੇ ਪਾਉਂਦੇ ਜਾਰੀ ਰਹਿਣਗੇ - ਸੰਦੀਪ ਸਿੰਘ [28,872,475,884]
article-dateline: ਮੁੱਲਾਂਪੁਰ-ਦਾਖਾ, 29 ਜੁਲਾਈ (ਹਰਿੰਦਰ ਸਿੰਘ ਸੋਹੀ)- [12,500,115,507]
article-headline: ਕੋਠੇ ਸ਼ੇਰਜੰਗ ਵਿਖੇ ਨੌਜਵਾਨ ਦਾ ਕਤਲ, ਗੱਡੀ ਨੂੰ ਲਗਾਈ ਅੱਗ [66,83,436,103]
photo-caption: ਸਨਮਾਨ ਸਮਾਗਮ [828,900,862,906]
article-body: ਸਰਕਾਰੀ ਸੀਨੀਅਰ ਸੈਕੰਡਰੀ ਸਕੂਲ ਅਮਰਗੜ੍ਹ ਕਲੇਰ ਵਿਖੇ ਜੋਨ ਜਗਰਾਉਂ ਦੇ ਫੁੱਟਬਾਲ ਮੁਕਾਬਲੇ ਬੜੀ ਸਫਲਤਾ ਨਾਲ ਸਮਾਪਤ ਹੋਏ। ਇਨ੍ਹਾਂ ਮੁਕਾਬਲਿਆਂ ਵਿੱਚ ਅੰਡਰ-14, ਅੰਡਰ-17 ਅਤੇ ਅੰਡਰ-19 ਵਰਗ ਦੀਆਂ ਟੀਮਾਂ ਨੇ ਹਿੱਸਾ ਲਿਆ। [504,606,623,646]
article-dateline: ਜਗਰਾਉਂ/ਕੈਨੇਡਾ, 30 ਜੁਲਾਈ (ਸਤਨਾਮ ਸਿੰਘ)- [504,789,600,796]
article-headline: ਅਮਰਗੜ੍ਹ ਕਲੇਰ ਵਿਖੇ ਜੋਨ ਜਗਰਾਉਂ ਦੇ ਫੁੱਟਬਾਲ ਮੁਕਾਬਲੇ ਸਫਲਤਾ ਨਾਲ ਸਮਾਪਤ ਹੋਏ [544,575,960,592]
article-body-3: ਪੁਲਿਸ ਟੀਮ ਨੇ ਘਟਨਾ ਸਥਾਨ ਤੋਂ ਸਬੂਤ ਇਕੱਠੇ ਕੀਤੇ ਹਨ। ਫੋਰੈਂਸਿਕ ਟੀਮ ਨੇ ਵੀ ਜਾਂਚ ਕੀਤੀ। ਸੜੀ ਹੋਈ ਗੱਡੀ ਨੂੰ ਕਬਜ਼ੇ ਵਿੱਚ ਲੈ ਲਿਆ ਗਿਆ ਹੈ। [12,309,248,324]
article-body-repeat: ਗੁਰੂ ਹਰਕ੍ਰਿਸ਼ਨ ਪਬਲਿਕ ਸਕੂਲ ਫੱਲੇਵਾਲ ਖੁਰਦ ਦੇ ਵਿਦਿਆਰਥੀਆਂ ਨੇ ਜ਼ੋਨਲ ਪੱਧਰ ਦੀਆਂ ਖੇਡਾਂ ਵਿੱਚ ਸ਼ਾਨਦਾਰ ਪ੍ਰਦਰਸ਼ਨ ਕਰਦਿਆਂ ਕਈ ਮੈਡਲ ਜਿੱਤੇ। ਅੰਡਰ-14 ਅਤੇ ਅੰਡਰ-17 ਵਰਗ ਦੇ ਮੁਕਾਬਲਿਆਂ ਵਿੱਚ ਸਕੂਲ ਦੇ ਖਿਡਾਰੀਆਂ ਨੇ ਸੋਨੇ, ਚਾਂਦੀ ਅਤੇ ਕਾਂਸੀ ਦੇ ਤਗਮੇ ਹਾਸਲ ਕੀਤੇ। ਸਕੂਲ ਦੇ ਪ੍ਰਿੰਸੀਪਲ ਨੇ ਜੇਤੂ ਖਿਡਾਰੀਆਂ ਨੂੰ ਵਧਾਈ ਦਿੰਦਿਆਂ ਕਿਹਾ ਕਿ ਖੇਡਾਂ ਵਿਦਿਆਰਥੀਆਂ ਦੇ ਸਰਬਪੱਖੀ ਵਿਕਾਸ ਲਈ ਬਹੁਤ ਜ਼ਰੂਰੀ ਹਨ। ਉਨ੍ਹਾਂ ਕਿਹਾ ਕਿ ਸਕੂਲ ਵੱਲੋਂ ਖਿਡਾਰੀਆਂ ਨੂੰ ਹਰ ਸੰਭਵ ਸਹੂਲਤ ਮੁਹੱਈਆ ਕਰਵਾਈ ਜਾਂਦੀ ਹੈ। [504,521,759,560]
article-body-extra: ਸਮਾਜ ਸੇਵੀ ਆਗੂ ਪਵਨ ਦੀਵਾਨ ਨੇ ਕਿਹਾ ਕਿ ਏਸ਼ੀਆ ਕੱਪ ਦੌਰਾਨ ਭਾਰਤ ਅਤੇ ਪਾਕਿਸਤਾਨ ਵਿਚਾਲੇ ਹੋਣ ਵਾਲਾ ਕ੍ਰਿਕਟ ਮੈਚ ਤੁਰੰਤ ਰੱਦ ਕੀਤਾ ਜਾਣਾ ਚਾਹੀਦਾ ਹੈ। ਉਨ੍ਹਾਂ ਕਿਹਾ ਕਿ ਜਦੋਂ ਤੱਕ ਸਰਹੱਦ ਪਾਰੋਂ ਅੱਤਵਾਦ ਬੰਦ ਨਹੀਂ ਹੁੰਦਾ, ਉਦੋਂ ਤੱਕ ਖੇਡ ਸਬੰਧ ਵੀ ਨਹੀਂ ਹੋਣੇ ਚਾਹੀਦੇ। ਉਨ੍ਹਾਂ ਕੇਂਦਰ ਸਰਕਾਰ ਅਤੇ ਬੀਸੀਸੀਆਈ ਤੋਂ ਮੰਗ ਕੀਤੀ ਕਿ ਇਸ ਮਾਮਲੇ ਉੱਤੇ ਸਖ਼ਤ ਰੁਖ਼ ਅਪਣਾਇਆ ਜਾਵੇ। [12,665,491,681]
plant-distribution-photo [12,362,491,488]
publication-date: ਵੀਰਵਾਰ, 31 ਜੁਲਾਈ 2025 [1334,17,1454,31]
burning-vehicle-photo [373,110,491,204]
article-body: ਸਿੱਖ ਆਗੂ ਨੇ ਕਿਹਾ ਕਿ ਸ੍ਰੀ ਅਕਾਲ ਤਖ਼ਤ ਸਾਹਿਬ ਜੀ ਦੇ ਨਿਰਦੇਸ਼ਾਂ ਹੇਠ ਚਲਾਈ ਜਾ ਰਹੀ ਮੁਹਿੰਮ ਨੂੰ ਦੇਸ਼-ਵਿਦੇਸ਼ ਵਿੱਚੋਂ ਭਰਵਾਂ ਹੁੰਗਾਰਾ ਮਿਲ ਰਿਹਾ ਹੈ। ਉਨ੍ਹਾਂ ਕਿਹਾ ਕਿ ਸੰਗਤਾਂ ਵੱਲੋਂ ਵੱਡੀ ਗਿਣਤੀ ਵਿੱਚ ਸਹਿਯੋਗ ਦਿੱਤਾ ਜਾ ਰਿਹਾ ਹੈ। ਉਨ੍ਹਾਂ ਸਮੂਹ ਸੰਗਤਾਂ ਨੂੰ ਅਪੀਲ ਕੀਤੀ ਕਿ ਉਹ ਗੁਰੂ ਸਾਹਿਬ ਦੇ ਦਰਸਾਏ ਮਾਰਗ ਉੱਤੇ ਚੱਲਦੇ ਹੋਏ ਪੰਥਕ ਏਕਤਾ ਨੂੰ ਮਜ਼ਬੂਤ ਕਰਨ। [135,724,491,739]
article-headline: ਵਿਦ ਹਸਪਤਾਲ ਅਧਿਕਾਰੀਆਂ ਵੱਲੋਂ ਵਿਸ਼ਵ ਹੈਪੇਟਾਈਟਸ ਦਿਵਸ ਮੌਕੇ ਪੇਪਰ ਮਿੱਲ ਵਿਖੇ ਜਾਂਚ ਤੇ ਜਾਗਰੂਕਤਾ ਕੈਂਪ ਲਗਾਇਆ [1020,328,1494,341]
article-zonal-games [501,302,763,565]
article-jathedar-condolence [1009,545,1504,677]
photo-caption: ਸਨਮਾਨ ਕਰਦੇ ਹੋਏ [1238,871,1276,877]
minister-photo [771,355,999,457]
article-dateline: ਜਗਰਾਉਂ, 30 ਜੁਲਾਈ (ਅਮਨਦੀਪ ਸਿੰਘ ਨਿਰਮਾਣ)- [12,110,117,117]
masthead-right [1335,7,1499,42]
ration-distribution-photo [1013,116,1500,246]
photo-caption: ਕਬੱਡੀ ਜੇਤੂ ਟੀਮ [736,1264,768,1271]
photo-caption: ਸਿੱਧੂ [66,811,76,817]
article-dateline: ਜਗਰਾਉਂ, 30 ਜੁਲਾਈ (ਸਤਨਾਮ ਸਿੰਘ)- [1013,258,1094,265]
article-dateline: ਜਗਰਾਉਂ, 30 ਜੁਲਾਈ (ਸਤਨਾਮ ਸਿੰਘ)- [1013,497,1094,504]
photo-caption: ਤੀਜ ਦੇ ਤਿਉਹਾਰ ਮੌਕੇ ਵਿਦਿਆਰਥਣਾਂ [719,252,793,258]
article-headline: ਦਾਣਾ ਗਰਗੁੱਢ 'ਚ ਹਰਿਆਵਲ ਸੇਵਾ ਮਿਸ਼ਨ ਅਤੇ ਬਲਹਾਰੀ ਕੁਦਰਤਿ ਵਸਾਇਆ ਕਲੱਬ ਨੇ ਬੂਟੇ ਵੰਡੇ [23,339,480,355]
article-asia-cup [8,540,495,686]
print-registration-colorbar [0,2398,1512,2411]
article-body: ਜੋਨ ਜਗਰਾਉਂ ਦੀਆਂ ਖੇਡਾਂ ਦੌਰਾਨ ਕਬੱਡੀ ਸਰਕਲ ਸਟਾਈਲ ਦੇ ਮੁਕਾਬਲਿਆਂ ਵਿੱਚ ਸਰਕਾਰੀ ਸੀਨੀਅਰ ਸੈਕੰਡਰੀ ਸਕੂਲ ਗਾਲਿਬ ਕਲਾਂ ਦੀਆਂ ਟੀਮਾਂ ਨੇ ਸ਼ਾਨਦਾਰ ਪ੍ਰਦਰਸ਼ਨ ਕਰਦਿਆਂ ਪਹਿਲਾ ਸਥਾਨ ਹਾਸਲ ਕੀਤਾ। ਅੰਡਰ-14, ਅੰਡਰ-17 ਅਤੇ ਅੰਡਰ-19 ਵਰਗਾਂ ਵਿੱਚ ਸਕੂਲ ਦੇ ਖਿਡਾਰੀਆਂ ਨੇ ਮੱਲਾਂ ਮਾਰੀਆਂ। ਸਕੂਲ ਦੇ ਪ੍ਰਿੰਸੀਪਲ ਅਤੇ ਸਟਾਫ਼ ਨੇ ਜੇਤੂ ਖਿਡਾਰੀਆਂ ਨੂੰ ਵਧਾਈ ਦਿੱਤੀ। [504,1123,997,1138]
article-body: ਕੈਨੇਡਾ ਦੇ ਬ੍ਰੈਂਪਟਨ ਸ਼ਹਿਰ ਵਿੱਚ ਹੋਏ ਇੱਕ ਸਮਾਗਮ ਦੌਰਾਨ ਪੰਜਾਬੀ ਭਾਈਚਾਰੇ ਵੱਲੋਂ ਵਿਸ਼ੇਸ਼ ਸਨਮਾਨ ਕੀਤਾ ਗਿਆ। ਸਮਾਗਮ ਵਿੱਚ ਵੱਡੀ ਗਿਣਤੀ ਵਿੱਚ ਪੰਜਾਬੀ ਭਾਈਚਾਰੇ ਦੇ ਲੋਕ ਸ਼ਾਮਲ ਹੋਏ। ਸਨਮਾਨ ਪ੍ਰਾਪਤ ਕਰਨ ਵਾਲਿਆਂ ਨੇ ਕਿਹਾ ਕਿ ਉਹ ਵਿਦੇਸ਼ ਵਿੱਚ ਰਹਿ ਕੇ ਵੀ ਆਪਣੀ ਮਾਂ-ਬੋਲੀ ਅਤੇ ਸੱਭਿਆਚਾਰ ਨਾਲ ਜੁੜੇ ਹੋਏ ਹਨ। [504,797,686,828]
